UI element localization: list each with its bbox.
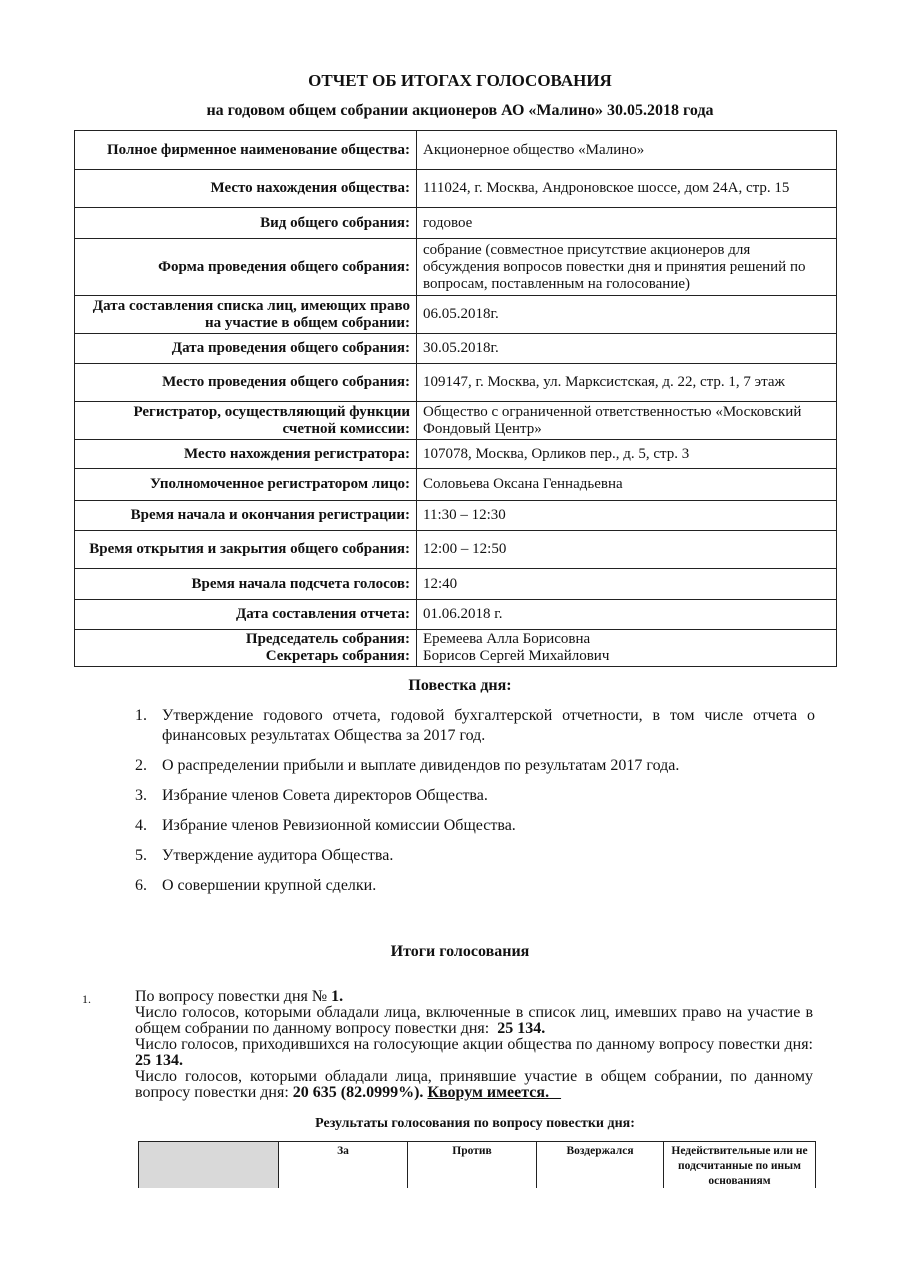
info-row — [75, 600, 837, 630]
agenda-item-text: Утверждение аудитора Общества. — [162, 847, 394, 864]
meeting-info-table — [74, 130, 837, 667]
report-title: ОТЧЕТ ОБ ИТОГАХ ГОЛОСОВАНИЯ — [308, 71, 612, 90]
agenda-item-text: Избрание членов Ревизионной комиссии Общества. — [162, 817, 516, 834]
info-row — [75, 334, 837, 364]
question-intro: По вопросу повестки дня № 1. — [135, 988, 344, 1005]
info-row — [75, 131, 837, 170]
info-value: 06.05.2018г. — [417, 296, 837, 334]
info-row — [75, 208, 837, 239]
vote-header-row — [139, 1142, 816, 1191]
info-value: 01.06.2018 г. — [417, 600, 837, 630]
info-label: Регистратор, осуществляющий функции счетной комиссии: — [75, 402, 417, 440]
secretary-label: Секретарь собрания: — [265, 648, 410, 664]
info-row — [75, 531, 837, 569]
info-row — [75, 569, 837, 600]
agenda-item-text: О совершении крупной сделки. — [162, 877, 377, 894]
info-label: Форма проведения общего собрания: — [75, 239, 417, 296]
vote-header-for: За — [279, 1142, 408, 1191]
chair-label: Председатель собрания: — [245, 631, 410, 647]
officers-labels — [75, 630, 417, 667]
officers-values — [417, 630, 837, 667]
votes-participants-line: Число голосов, которыми обладали лица, принявшие участие в общем собрании, по данному вопросу повестки дня: 20 635 (82.0999%). Кворум имеется. — [135, 1068, 813, 1101]
info-value: Соловьева Оксана Геннадьевна — [417, 469, 837, 501]
vote-header-against: Против — [408, 1142, 537, 1191]
info-label: Дата составления списка лиц, имеющих право на участие в общем собрании: — [75, 296, 417, 334]
info-value: 12:40 — [417, 569, 837, 600]
info-value: 107078, Москва, Орликов пер., д. 5, стр. 3 — [417, 440, 837, 469]
vote-header-abstain: Воздержался — [537, 1142, 664, 1191]
info-value: Акционерное общество «Малино» — [417, 131, 837, 170]
report-subtitle: на годовом общем собрании акционеров АО «Малино» 30.05.2018 года — [206, 102, 714, 119]
info-row — [75, 501, 837, 531]
chair-value: Еремеева Алла Борисовна — [423, 631, 591, 647]
info-value: собрание (совместное присутствие акционеров для обсуждения вопросов повестки дня и принятия решений по вопросам, поставленным на голосование) — [417, 239, 837, 296]
info-row — [75, 239, 837, 296]
info-row — [75, 170, 837, 208]
vote-header-empty — [139, 1142, 279, 1191]
info-value: 109147, г. Москва, ул. Марксистская, д. 22, стр. 1, 7 этаж — [417, 364, 837, 402]
info-row — [75, 364, 837, 402]
question-block — [135, 989, 813, 1101]
info-value: 30.05.2018г. — [417, 334, 837, 364]
info-label: Дата составления отчета: — [75, 600, 417, 630]
info-label: Вид общего собрания: — [75, 208, 417, 239]
agenda-list — [135, 706, 815, 906]
agenda-item-number: 3. — [135, 787, 147, 804]
vote-header-invalid: Недействительные или не подсчитанные по иным основаниям — [664, 1142, 816, 1191]
agenda-item-number: 5. — [135, 847, 147, 864]
info-label: Место нахождения регистратора: — [75, 440, 417, 469]
agenda-item-number: 4. — [135, 817, 147, 834]
agenda-item — [135, 876, 815, 896]
info-value: 12:00 – 12:50 — [417, 531, 837, 569]
vote-results-table — [138, 1141, 816, 1190]
info-label: Место проведения общего собрания: — [75, 364, 417, 402]
info-row — [75, 296, 837, 334]
info-label: Время начала и окончания регистрации: — [75, 501, 417, 531]
agenda-item — [135, 846, 815, 866]
agenda-item-text: О распределении прибыли и выплате дивидендов по результатам 2017 года. — [162, 757, 680, 774]
info-label: Время открытия и закрытия общего собрания: — [75, 531, 417, 569]
info-label: Полное фирменное наименование общества: — [75, 131, 417, 170]
agenda-item — [135, 816, 815, 836]
info-row — [75, 402, 837, 440]
info-value: годовое — [417, 208, 837, 239]
agenda-item-text: Утверждение годового отчета, годовой бухгалтерской отчетности, в том числе отчета о финансовых результатах Общества за 2017 год. — [162, 707, 815, 744]
question-number: 1. — [82, 992, 91, 1006]
page-cut — [130, 1188, 830, 1278]
info-label: Дата проведения общего собрания: — [75, 334, 417, 364]
info-row-officers — [75, 630, 837, 667]
agenda-item — [135, 756, 815, 776]
secretary-value: Борисов Сергей Михайлович — [423, 648, 610, 664]
results-title: Итоги голосования — [390, 943, 530, 960]
info-label: Место нахождения общества: — [75, 170, 417, 208]
agenda-item-text: Избрание членов Совета директоров Общества. — [162, 787, 488, 804]
votes-shares-line: Число голосов, приходившихся на голосующие акции общества по данному вопросу повестки дня: 25 134. — [135, 1036, 813, 1069]
info-value: 111024, г. Москва, Андроновское шоссе, дом 24А, стр. 15 — [417, 170, 837, 208]
info-label: Время начала подсчета голосов: — [75, 569, 417, 600]
agenda-item-number: 2. — [135, 757, 147, 774]
quorum-status: Кворум имеется. — [427, 1084, 550, 1101]
votes-list-line: Число голосов, которыми обладали лица, включенные в список лиц, имевших право на участие в общем собрании по данному вопросу повестки дня: 25 134. — [135, 1004, 813, 1037]
info-value: Общество с ограниченной ответственностью «Московский Фондовый Центр» — [417, 402, 837, 440]
agenda-item — [135, 706, 815, 746]
info-value: 11:30 – 12:30 — [417, 501, 837, 531]
info-row — [75, 469, 837, 501]
agenda-title: Повестка дня: — [408, 677, 512, 694]
vote-table-title: Результаты голосования по вопросу повестки дня: — [315, 1116, 635, 1131]
agenda-item — [135, 786, 815, 806]
info-row — [75, 440, 837, 469]
agenda-item-number: 1. — [135, 707, 147, 724]
info-label: Уполномоченное регистратором лицо: — [75, 469, 417, 501]
agenda-item-number: 6. — [135, 877, 147, 894]
